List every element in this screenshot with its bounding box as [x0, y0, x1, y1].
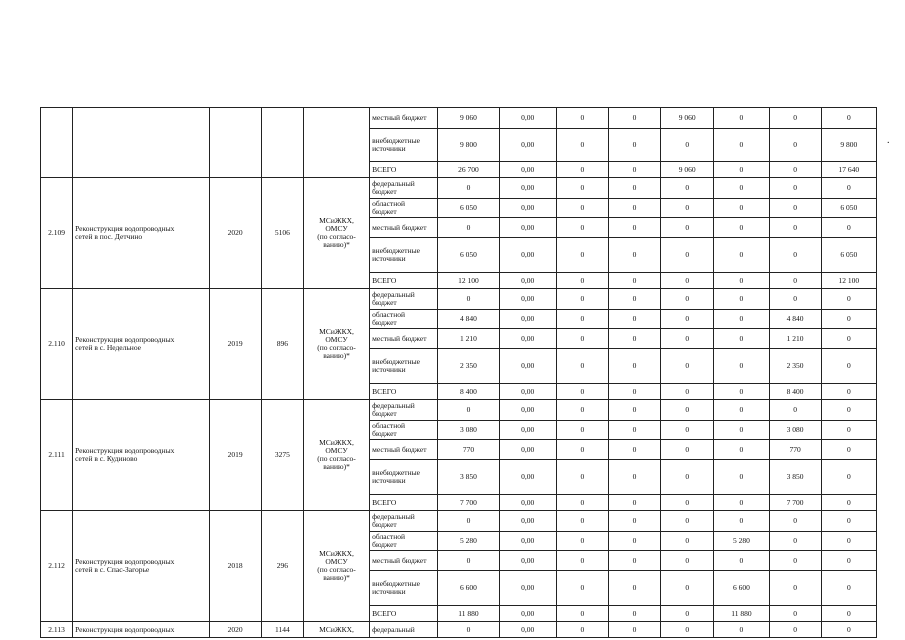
- value-cell: 0: [556, 622, 608, 638]
- value-cell: 0: [769, 622, 821, 638]
- value-cell: 0: [608, 162, 660, 178]
- value-cell: 9 800: [821, 129, 876, 162]
- value-cell: 0: [769, 178, 821, 199]
- value-cell: 0: [714, 238, 769, 273]
- table-row: [41, 108, 877, 129]
- value-cell: 0: [556, 162, 608, 178]
- project-code: 2.112: [41, 511, 73, 622]
- value-cell: 9 060: [438, 108, 499, 129]
- margin-dot: .: [887, 135, 890, 146]
- value-cell: 17 640: [821, 162, 876, 178]
- project-cost: 5106: [261, 178, 303, 289]
- value-cell: 0: [714, 421, 769, 440]
- table-row: [41, 289, 877, 310]
- value-cell: 0,00: [499, 178, 556, 199]
- value-cell: 0,00: [499, 218, 556, 238]
- value-cell: 1 210: [769, 329, 821, 349]
- value-cell: 0: [714, 108, 769, 129]
- value-cell: 0: [661, 218, 714, 238]
- project-code: 2.110: [41, 289, 73, 400]
- value-cell: 0: [661, 329, 714, 349]
- source-label: внебюджетные источники: [370, 129, 438, 162]
- project-year: 2019: [209, 400, 261, 511]
- value-cell: 0: [769, 511, 821, 532]
- value-cell: 0: [821, 511, 876, 532]
- value-cell: 6 050: [438, 199, 499, 218]
- value-cell: 8 400: [769, 384, 821, 400]
- project-code: 2.111: [41, 400, 73, 511]
- value-cell: 0: [769, 289, 821, 310]
- value-cell: 0: [821, 532, 876, 551]
- value-cell: 11 880: [438, 606, 499, 622]
- year-cell-empty: [209, 108, 261, 178]
- value-cell: 0: [661, 238, 714, 273]
- value-cell: 7 700: [438, 495, 499, 511]
- value-cell: 0: [608, 129, 660, 162]
- value-cell: 0: [714, 511, 769, 532]
- value-cell: 0: [556, 199, 608, 218]
- value-cell: 0: [556, 329, 608, 349]
- source-label: федеральный бюджет: [370, 400, 438, 421]
- value-cell: 9 060: [661, 162, 714, 178]
- value-cell: 0: [769, 532, 821, 551]
- project-cost: 3275: [261, 400, 303, 511]
- value-cell: 6 600: [438, 571, 499, 606]
- value-cell: 0: [714, 400, 769, 421]
- value-cell: 0: [769, 238, 821, 273]
- value-cell: 0: [769, 108, 821, 129]
- value-cell: 0: [661, 460, 714, 495]
- value-cell: 0,00: [499, 329, 556, 349]
- value-cell: 0: [821, 606, 876, 622]
- value-cell: 0: [438, 218, 499, 238]
- value-cell: 0: [821, 289, 876, 310]
- source-label: местный бюджет: [370, 440, 438, 460]
- value-cell: 0: [769, 606, 821, 622]
- project-executor: МСиЖКХ, ОМСУ (по согласо- ванию)*: [303, 178, 369, 289]
- value-cell: 0: [556, 289, 608, 310]
- source-label: ВСЕГО: [370, 384, 438, 400]
- value-cell: 0: [608, 349, 660, 384]
- value-cell: 0: [556, 310, 608, 329]
- value-cell: 0: [608, 495, 660, 511]
- value-cell: 4 840: [438, 310, 499, 329]
- value-cell: 0: [556, 238, 608, 273]
- value-cell: 0: [556, 440, 608, 460]
- source-label: внебюджетные источники: [370, 571, 438, 606]
- value-cell: 0: [714, 289, 769, 310]
- value-cell: 0: [661, 622, 714, 638]
- value-cell: 26 700: [438, 162, 499, 178]
- value-cell: 0,00: [499, 289, 556, 310]
- source-label: ВСЕГО: [370, 495, 438, 511]
- source-label: федеральный бюджет: [370, 511, 438, 532]
- value-cell: 2 350: [769, 349, 821, 384]
- project-executor: МСиЖКХ,: [303, 622, 369, 638]
- value-cell: 0: [821, 571, 876, 606]
- value-cell: 8 400: [438, 384, 499, 400]
- value-cell: 0,00: [499, 495, 556, 511]
- value-cell: 0,00: [499, 460, 556, 495]
- value-cell: 0: [608, 606, 660, 622]
- value-cell: 0: [714, 218, 769, 238]
- value-cell: 0: [608, 238, 660, 273]
- value-cell: 0: [608, 571, 660, 606]
- value-cell: 7 700: [769, 495, 821, 511]
- value-cell: 0: [661, 440, 714, 460]
- value-cell: 0: [821, 622, 876, 638]
- value-cell: 0: [714, 199, 769, 218]
- value-cell: 0,00: [499, 440, 556, 460]
- value-cell: 6 050: [821, 199, 876, 218]
- value-cell: 0: [821, 384, 876, 400]
- value-cell: 0,00: [499, 310, 556, 329]
- value-cell: 0: [608, 108, 660, 129]
- value-cell: 0: [661, 551, 714, 571]
- value-cell: 0: [714, 329, 769, 349]
- value-cell: 0: [438, 551, 499, 571]
- value-cell: 0: [661, 349, 714, 384]
- source-label: ВСЕГО: [370, 162, 438, 178]
- source-label: областной бюджет: [370, 532, 438, 551]
- value-cell: 0: [608, 440, 660, 460]
- value-cell: 0: [608, 329, 660, 349]
- value-cell: 0: [821, 440, 876, 460]
- code-cell-empty: [41, 108, 73, 178]
- value-cell: 0: [714, 495, 769, 511]
- source-label: областной бюджет: [370, 199, 438, 218]
- value-cell: 0: [608, 199, 660, 218]
- table-row: [41, 178, 877, 199]
- value-cell: 0: [661, 289, 714, 310]
- value-cell: 5 280: [438, 532, 499, 551]
- source-label: областной бюджет: [370, 421, 438, 440]
- source-label: федеральный: [370, 622, 438, 638]
- value-cell: 0: [821, 329, 876, 349]
- value-cell: 0: [714, 384, 769, 400]
- value-cell: 0: [608, 511, 660, 532]
- value-cell: 0: [556, 349, 608, 384]
- value-cell: 0: [769, 571, 821, 606]
- project-name: Реконструкция водопроводных: [73, 622, 209, 638]
- value-cell: 0: [821, 310, 876, 329]
- source-label: местный бюджет: [370, 329, 438, 349]
- value-cell: 0: [661, 571, 714, 606]
- project-year: 2020: [209, 622, 261, 638]
- value-cell: 0: [661, 273, 714, 289]
- value-cell: 0: [821, 421, 876, 440]
- value-cell: 0,00: [499, 349, 556, 384]
- value-cell: 0: [714, 273, 769, 289]
- value-cell: 0: [769, 273, 821, 289]
- value-cell: 0: [608, 273, 660, 289]
- value-cell: 0: [556, 551, 608, 571]
- value-cell: 0,00: [499, 273, 556, 289]
- project-executor: МСиЖКХ, ОМСУ (по согласо- ванию)*: [303, 511, 369, 622]
- value-cell: 0: [714, 622, 769, 638]
- value-cell: 0: [821, 218, 876, 238]
- value-cell: 0: [556, 532, 608, 551]
- source-label: ВСЕГО: [370, 273, 438, 289]
- value-cell: 0: [608, 421, 660, 440]
- project-cost: 896: [261, 289, 303, 400]
- source-label: ВСЕГО: [370, 606, 438, 622]
- value-cell: 0,00: [499, 421, 556, 440]
- value-cell: 4 840: [769, 310, 821, 329]
- value-cell: 0: [556, 511, 608, 532]
- budget-table: [40, 107, 877, 638]
- source-label: внебюджетные источники: [370, 460, 438, 495]
- value-cell: 2 350: [438, 349, 499, 384]
- value-cell: 0: [821, 551, 876, 571]
- project-name: Реконструкция водопроводных сетей в с. Кудиново: [73, 400, 209, 511]
- source-label: местный бюджет: [370, 218, 438, 238]
- name-cell-empty: [73, 108, 209, 178]
- project-name: Реконструкция водопроводных сетей в с. Недельное: [73, 289, 209, 400]
- value-cell: 0: [608, 551, 660, 571]
- source-label: областной бюджет: [370, 310, 438, 329]
- value-cell: 0: [556, 108, 608, 129]
- value-cell: 0: [608, 218, 660, 238]
- value-cell: 0: [661, 400, 714, 421]
- source-label: внебюджетные источники: [370, 238, 438, 273]
- value-cell: 0: [714, 129, 769, 162]
- source-label: федеральный бюджет: [370, 178, 438, 199]
- value-cell: 0: [661, 495, 714, 511]
- value-cell: 0: [556, 218, 608, 238]
- value-cell: 0: [438, 511, 499, 532]
- value-cell: 0: [821, 349, 876, 384]
- value-cell: 0: [661, 384, 714, 400]
- project-year: 2019: [209, 289, 261, 400]
- value-cell: 0: [608, 532, 660, 551]
- value-cell: 6 600: [714, 571, 769, 606]
- value-cell: 0: [714, 349, 769, 384]
- value-cell: 6 050: [821, 238, 876, 273]
- value-cell: 0: [556, 606, 608, 622]
- value-cell: 0: [608, 310, 660, 329]
- value-cell: 0: [821, 400, 876, 421]
- value-cell: 0,00: [499, 199, 556, 218]
- value-cell: 0: [438, 400, 499, 421]
- value-cell: 9 060: [661, 108, 714, 129]
- value-cell: 0,00: [499, 606, 556, 622]
- value-cell: 3 850: [438, 460, 499, 495]
- value-cell: 0: [714, 551, 769, 571]
- value-cell: 0,00: [499, 532, 556, 551]
- project-name: Реконструкция водопроводных сетей в пос. Детчино: [73, 178, 209, 289]
- value-cell: 0: [608, 384, 660, 400]
- value-cell: 0: [608, 400, 660, 421]
- value-cell: 0: [661, 129, 714, 162]
- project-executor: МСиЖКХ, ОМСУ (по согласо- ванию)*: [303, 289, 369, 400]
- value-cell: 0: [661, 178, 714, 199]
- value-cell: 770: [769, 440, 821, 460]
- value-cell: 0,00: [499, 162, 556, 178]
- project-year: 2018: [209, 511, 261, 622]
- value-cell: 11 880: [714, 606, 769, 622]
- value-cell: 0: [661, 532, 714, 551]
- value-cell: 0: [608, 178, 660, 199]
- source-label: местный бюджет: [370, 108, 438, 129]
- value-cell: 0: [556, 129, 608, 162]
- project-cost: 1144: [261, 622, 303, 638]
- value-cell: 0: [438, 622, 499, 638]
- value-cell: 0: [769, 551, 821, 571]
- value-cell: 0: [661, 310, 714, 329]
- value-cell: 0: [556, 384, 608, 400]
- value-cell: 12 100: [821, 273, 876, 289]
- value-cell: 0: [714, 440, 769, 460]
- value-cell: 0,00: [499, 108, 556, 129]
- value-cell: 0: [556, 273, 608, 289]
- value-cell: 0: [821, 495, 876, 511]
- table-row: [41, 622, 877, 638]
- value-cell: 0,00: [499, 129, 556, 162]
- project-code: 2.113: [41, 622, 73, 638]
- value-cell: 0: [556, 460, 608, 495]
- value-cell: 0,00: [499, 238, 556, 273]
- value-cell: 3 080: [438, 421, 499, 440]
- executor-cell-empty: [303, 108, 369, 178]
- cost-cell-empty: [261, 108, 303, 178]
- value-cell: 770: [438, 440, 499, 460]
- value-cell: 0: [608, 289, 660, 310]
- value-cell: 0,00: [499, 511, 556, 532]
- value-cell: 0: [438, 289, 499, 310]
- value-cell: 0: [714, 162, 769, 178]
- value-cell: 0: [556, 495, 608, 511]
- value-cell: 0: [556, 571, 608, 606]
- value-cell: 0: [821, 108, 876, 129]
- project-year: 2020: [209, 178, 261, 289]
- value-cell: 0: [661, 511, 714, 532]
- value-cell: 9 800: [438, 129, 499, 162]
- value-cell: 0: [714, 310, 769, 329]
- value-cell: 0,00: [499, 622, 556, 638]
- value-cell: 0,00: [499, 551, 556, 571]
- value-cell: 0: [769, 199, 821, 218]
- value-cell: 0: [769, 129, 821, 162]
- source-label: внебюджетные источники: [370, 349, 438, 384]
- value-cell: 1 210: [438, 329, 499, 349]
- project-code: 2.109: [41, 178, 73, 289]
- project-executor: МСиЖКХ, ОМСУ (по согласо- ванию)*: [303, 400, 369, 511]
- value-cell: 0: [769, 218, 821, 238]
- value-cell: 0: [769, 162, 821, 178]
- value-cell: 0: [714, 460, 769, 495]
- value-cell: 0: [608, 460, 660, 495]
- table-row: [41, 511, 877, 532]
- value-cell: 6 050: [438, 238, 499, 273]
- value-cell: 0: [821, 460, 876, 495]
- value-cell: 3 080: [769, 421, 821, 440]
- project-name: Реконструкция водопроводных сетей в с. Спас-Загорье: [73, 511, 209, 622]
- value-cell: 12 100: [438, 273, 499, 289]
- value-cell: 3 850: [769, 460, 821, 495]
- source-label: местный бюджет: [370, 551, 438, 571]
- table-row: [41, 400, 877, 421]
- value-cell: 0,00: [499, 571, 556, 606]
- value-cell: 0: [821, 178, 876, 199]
- value-cell: 0: [714, 178, 769, 199]
- value-cell: 0,00: [499, 384, 556, 400]
- value-cell: 0: [661, 199, 714, 218]
- value-cell: 0: [438, 178, 499, 199]
- value-cell: 0: [556, 178, 608, 199]
- value-cell: 0: [608, 622, 660, 638]
- value-cell: 5 280: [714, 532, 769, 551]
- value-cell: 0,00: [499, 400, 556, 421]
- value-cell: 0: [661, 421, 714, 440]
- value-cell: 0: [661, 606, 714, 622]
- value-cell: 0: [556, 421, 608, 440]
- source-label: федеральный бюджет: [370, 289, 438, 310]
- value-cell: 0: [769, 400, 821, 421]
- project-cost: 296: [261, 511, 303, 622]
- value-cell: 0: [556, 400, 608, 421]
